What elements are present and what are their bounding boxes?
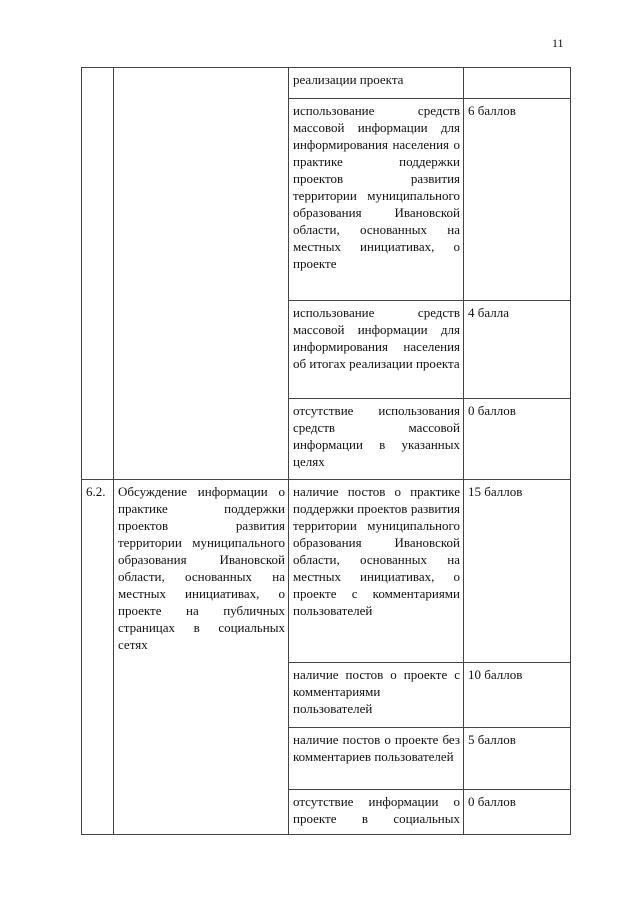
score-cell — [464, 68, 571, 99]
table-row — [82, 480, 571, 663]
criterion-cell: отсутствие информации о проекте в социальных — [289, 790, 464, 835]
title-cell-continued — [114, 68, 289, 480]
criteria-table — [81, 67, 571, 835]
score-cell: 10 баллов — [464, 663, 571, 728]
score-cell: 0 баллов — [464, 399, 571, 480]
score-cell: 6 баллов — [464, 99, 571, 301]
table-row — [82, 68, 571, 99]
criterion-cell: реализации проекта — [289, 68, 464, 99]
page-number: 11 — [552, 36, 564, 50]
number-cell-continued — [82, 68, 114, 480]
section-number: 6.2. — [82, 480, 114, 835]
criterion-cell: наличие постов о практике поддержки проектов развития территории муниципального образования Ивановской области, основанных на местных инициативах, о проекте с комментариями пользователей — [289, 480, 464, 663]
score-cell: 5 баллов — [464, 728, 571, 790]
criterion-cell: наличие постов о проекте с комментариями пользователей — [289, 663, 464, 728]
criterion-cell: наличие постов о проекте без комментариев пользователей — [289, 728, 464, 790]
section-title: Обсуждение информации о практике поддержки проектов развития территории муниципального образования Ивановской области, основанных на местных инициативах, о проекте на публичных страницах в социальных сетях — [114, 480, 289, 835]
criterion-cell: использование средств массовой информации для информирования населения об итогах реализации проекта — [289, 301, 464, 399]
criterion-cell: отсутствие использования средств массовой информации в указанных целях — [289, 399, 464, 480]
score-cell: 4 балла — [464, 301, 571, 399]
criterion-cell: использование средств массовой информации для информирования населения о практике поддержки проектов развития территории муниципального образования Ивановской области, основанных на местных инициативах, о проекте — [289, 99, 464, 301]
score-cell: 15 баллов — [464, 480, 571, 663]
score-cell: 0 баллов — [464, 790, 571, 835]
